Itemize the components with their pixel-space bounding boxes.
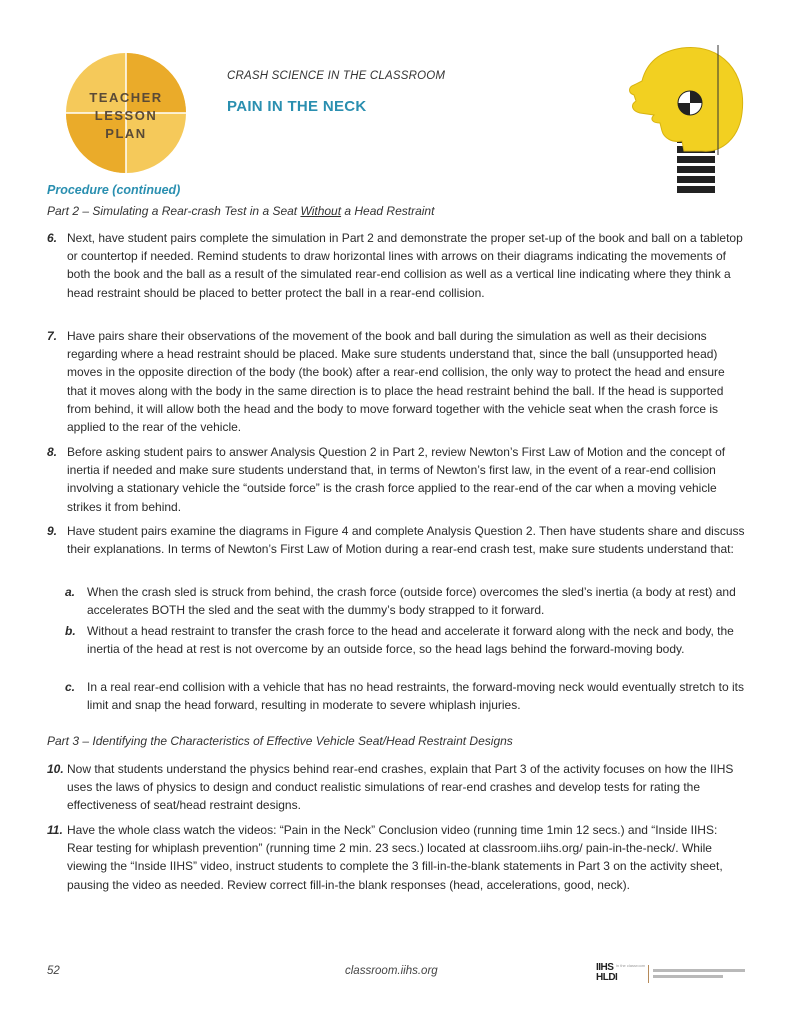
step-text: Now that students understand the physics behind rear-end crashes, explain that Part 3 of the activity focuses on how the IIHS uses the laws of physics to design and conduct realistic simulations of rear-end crashes and develop tests for rating the effectiveness of seat/head restraint designs. [67, 762, 734, 813]
logo-separator [648, 965, 649, 983]
iihs-hldi-logo [596, 963, 746, 987]
part2-heading-post: a Head Restraint [341, 204, 435, 218]
sub-step-text: When the crash sled is struck from behind, the crash force (outside force) overcomes the sled’s inertia (a body at rest) and accelerates BOTH the sled and the seat with the dummy’s body strapped to it forward. [87, 585, 736, 618]
logo-small-text: in the classroom [616, 963, 646, 968]
part2-heading [47, 204, 434, 218]
step-text: Have student pairs examine the diagrams in Figure 4 and complete Analysis Question 2. Then have students share and discuss their explanations. In terms of Newton’s First Law of Motion during a rear-end crash test, make sure students understand that: [67, 524, 745, 557]
procedure-step-8 [47, 443, 745, 516]
step-text: Have the whole class watch the videos: “Pain in the Neck” Conclusion video (running time 1min 12 secs.) and “Inside IIHS: Rear testing for whiplash prevention” (running time 2 min. 23 secs.) located at classroom.iihs.org/ pain-in-the-neck/. While viewing the “Inside IIHS” video, instruct students to complete the 3 fill-in-the-blank statements in Part 3 on the activity sheet, pausing the video as needed. Review correct fill-in-the blank responses (head, accelerations, good, neck). [67, 823, 723, 892]
part2-heading-underline: Without [300, 204, 342, 218]
step-text: Next, have student pairs complete the simulation in Part 2 and demonstrate the proper set-up of the book and ball on a tabletop or countertop if needed. Remind students to draw horizontal lines with arrows on their diagrams indicating the movements of both the book and the ball as a result of the simulated rear-end collision as well as a vertical line indicating where they think a head restraint should be placed to better protect the ball in a rear-end collision. [67, 231, 743, 300]
procedure-step-6 [47, 229, 745, 302]
logo-org-name-bar [653, 975, 723, 978]
procedure-heading: Procedure (continued) [47, 183, 181, 197]
sub-step-letter: a. [65, 585, 76, 599]
sub-step-b [65, 622, 745, 658]
procedure-step-10 [47, 760, 745, 815]
procedure-step-11 [47, 821, 745, 894]
badge-line-plan: PLAN [105, 126, 147, 141]
footer-url: classroom.iihs.org [345, 965, 438, 977]
step-number: 11. [47, 823, 63, 837]
procedure-step-9 [47, 522, 745, 558]
step-number: 6. [47, 231, 58, 245]
procedure-step-7 [47, 327, 745, 436]
sub-step-text: In a real rear-end collision with a vehicle that has no head restraints, the forward-moving neck would eventually stretch to its limit and snap the head forward, resulting in moderate to severe whiplash injuries. [87, 680, 744, 713]
badge-text [66, 89, 186, 143]
badge-line-teacher: TEACHER [89, 90, 163, 105]
step-text: Have pairs share their observations of the movement of the book and ball during the simulation as well as their decisions regarding where a head restraint should be placed. Make sure students understand that, since the ball (unsupported head) moves in the opposite direction of the body (the book) after a rear-end collision, the only way to protect the head and ensure that it moves along with the body in the same direction is to place the head restraint behind the ball. If the head is supported from behind, it will allow both the head and the body to move forward together with the vehicle seat when the crash force is applied to the rear of the vehicle. [67, 329, 725, 435]
step-text: Before asking student pairs to answer Analysis Question 2 in Part 2, review Newton’s First Law of Motion and the concept of inertia if needed and make sure students understand that, in terms of Newton’s first law, in the event of a rear-end collision involving a stationary vehicle the “outside force” is the crash force applied to the rear-end of the car when a moving vehicle strikes it from behind. [67, 445, 726, 514]
logo-org-name-bar [653, 969, 745, 972]
sub-step-letter: c. [65, 680, 76, 694]
sub-step-text: Without a head restraint to transfer the crash force to the head and accelerate it forward along with the neck and body, the inertia of the head at rest is not overcome by an outside force, so the head lags behind the forward-moving body. [87, 624, 734, 657]
step-number: 10. [47, 762, 64, 776]
sub-step-letter: b. [65, 624, 76, 638]
part3-heading: Part 3 – Identifying the Characteristics of Effective Vehicle Seat/Head Restraint Designs [47, 734, 513, 748]
sub-step-c [65, 678, 745, 714]
page-title: PAIN IN THE NECK [227, 98, 367, 115]
step-number: 9. [47, 524, 58, 538]
step-number: 8. [47, 445, 58, 459]
logo-main-text: IIHS HLDI [596, 962, 618, 983]
part2-heading-pre: Part 2 – Simulating a Rear-crash Test in a Seat [47, 204, 301, 218]
series-label: CRASH SCIENCE IN THE CLASSROOM [227, 70, 446, 82]
step-number: 7. [47, 329, 58, 343]
crash-test-dummy-head-icon [622, 43, 747, 193]
badge-line-lesson: LESSON [94, 108, 158, 123]
sub-step-a [65, 583, 745, 619]
page-number: 52 [47, 965, 60, 977]
